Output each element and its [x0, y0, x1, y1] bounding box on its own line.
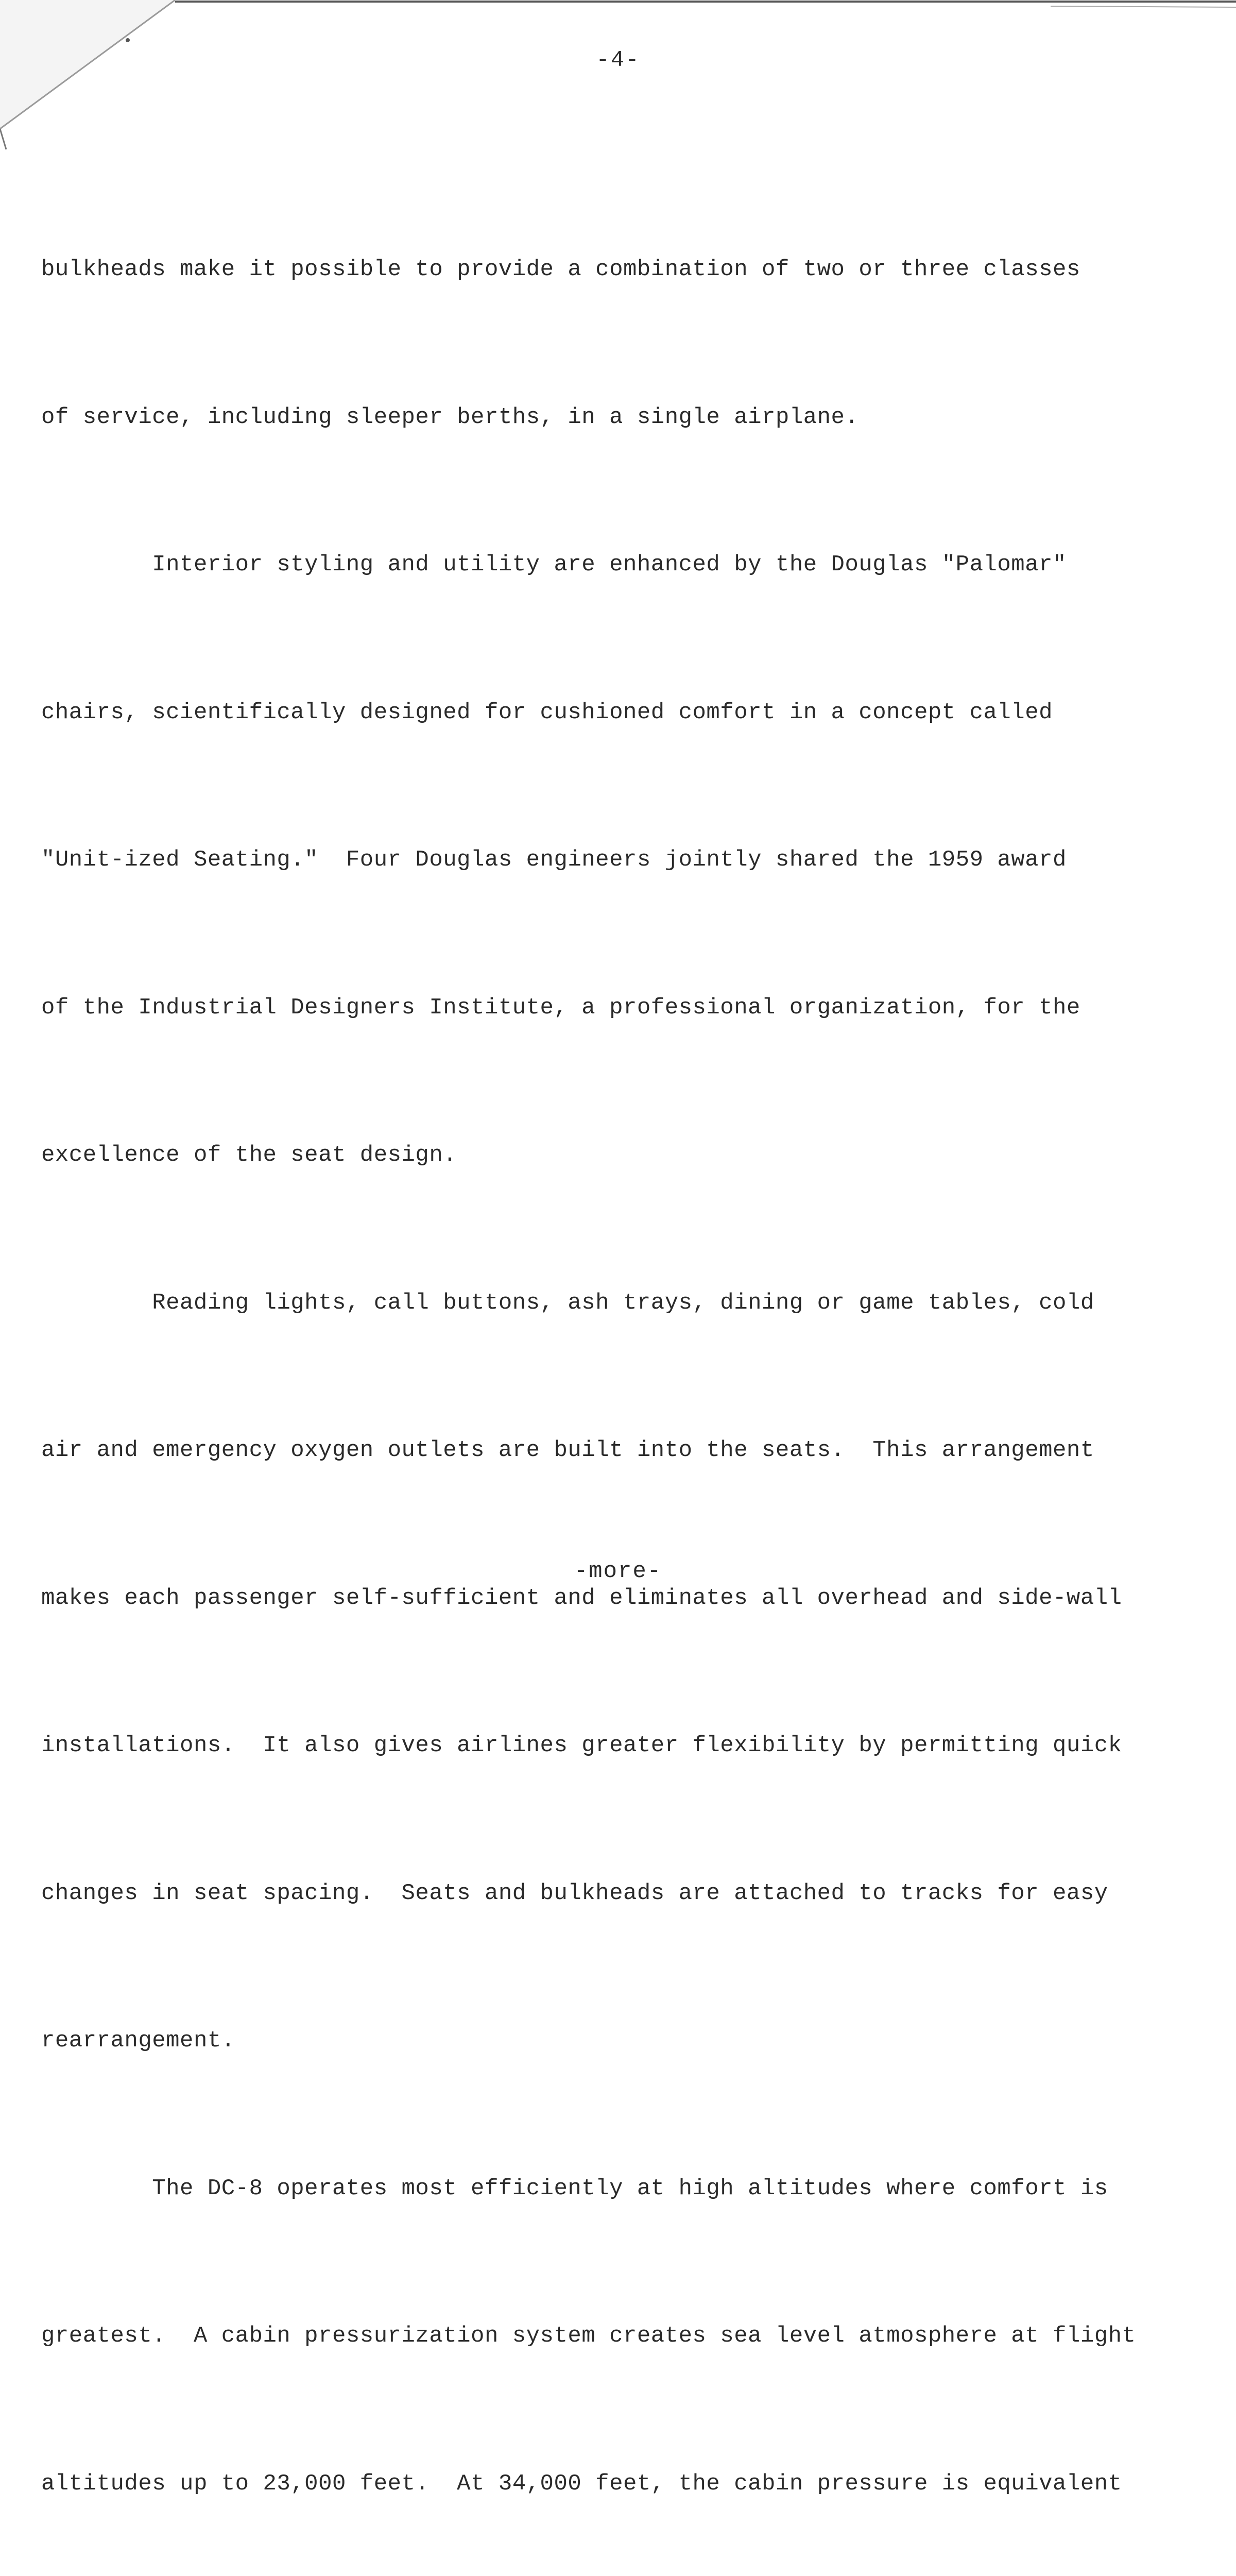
text-line: makes each passenger self-sufficient and eliminates all overhead and side-wall [41, 1585, 1122, 1611]
text-line: of service, including sleeper berths, in a single airplane. [41, 404, 859, 430]
text-line: rearrangement. [41, 2028, 235, 2054]
continuation-footer: -more- [574, 1558, 662, 1584]
body-text [41, 147, 1221, 2576]
text-line: The DC-8 operates most efficiently at high altitudes where comfort is [41, 2175, 1108, 2201]
text-line: Reading lights, call buttons, ash trays, dining or game tables, cold [41, 1290, 1094, 1316]
text-line: greatest. A cabin pressurization system creates sea level atmosphere at flight [41, 2323, 1136, 2349]
top-edge-shadow [175, 0, 1236, 15]
text-line: changes in seat spacing. Seats and bulkheads are attached to tracks for easy [41, 1880, 1108, 1906]
text-line: of the Industrial Designers Institute, a professional organization, for the [41, 994, 1080, 1021]
text-line: Interior styling and utility are enhanced by the Douglas "Palomar" [41, 552, 1067, 578]
text-line: installations. It also gives airlines greater flexibility by permitting quick [41, 1733, 1122, 1758]
text-line: chairs, scientifically designed for cushioned comfort in a concept called [41, 699, 1053, 725]
text-line: altitudes up to 23,000 feet. At 34,000 feet, the cabin pressure is equivalent [41, 2470, 1122, 2497]
text-line: bulkheads make it possible to provide a combination of two or three classes [41, 257, 1080, 282]
text-line: air and emergency oxygen outlets are built into the seats. This arrangement [41, 1437, 1094, 1463]
page-number: -4- [596, 47, 640, 73]
text-line: "Unit-ized Seating." Four Douglas engineers jointly shared the 1959 award [41, 847, 1067, 873]
folded-corner-artifact [0, 0, 175, 155]
text-line: excellence of the seat design. [41, 1142, 457, 1168]
